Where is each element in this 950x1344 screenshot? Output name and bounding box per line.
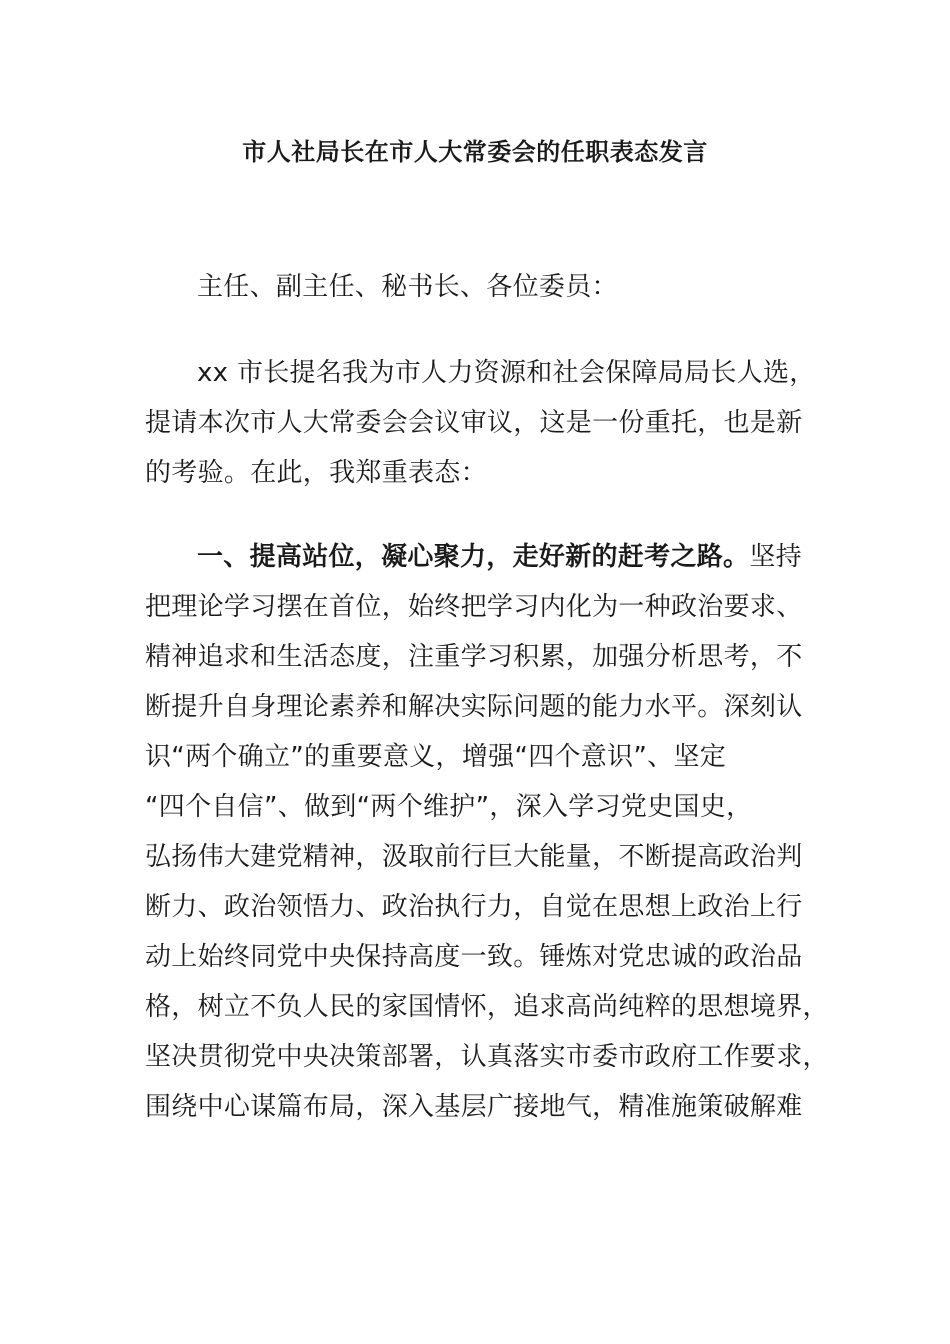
section-1-line: 格，树立不负人民的家国情怀，追求高尚纯粹的思想境界， [145, 992, 829, 1022]
section-1-line: “四个自信”、做到“两个维护”，深入学习党史国史， [145, 792, 753, 822]
section-1-line: 把理论学习摆在首位，始终把学习内化为一种政治要求、 [145, 592, 803, 622]
intro-line: xx 市长提名我为市人力资源和社会保障局局长人选， [197, 358, 816, 388]
section-1-first-line [145, 532, 810, 582]
intro-paragraph [145, 348, 816, 498]
section-1-line: 围绕中心谋篇布局，深入基层广接地气，精准施策破解难 [145, 1092, 803, 1122]
section-1-line: 精神追求和生活态度，注重学习积累，加强分析思考，不 [145, 642, 803, 672]
document-title: 市人社局长在市人大常委会的任职表态发言 [242, 138, 708, 166]
section-1-line: 弘扬伟大建党精神，汲取前行巨大能量，不断提高政治判 [145, 842, 803, 872]
section-1-heading: 一、提高站位，凝心聚力，走好新的赶考之路。 [197, 542, 750, 572]
salutation-text: 主任、副主任、秘书长、各位委员： [197, 272, 618, 302]
section-1-first-line-tail: 坚持 [749, 542, 802, 572]
section-1-line: 识“两个确立”的重要意义，增强“四个意识”、坚定 [145, 742, 727, 772]
intro-line: 提请本次市人大常委会会议审议，这是一份重托，也是新 [145, 408, 803, 438]
section-1-paragraph [145, 532, 829, 1132]
section-1-line: 断提升自身理论素养和解决实际问题的能力水平。深刻认 [145, 692, 803, 722]
intro-line: 的考验。在此，我郑重表态： [145, 458, 487, 488]
salutation-paragraph [145, 262, 810, 312]
section-1-line: 断力、政治领悟力、政治执行力，自觉在思想上政治上行 [145, 892, 803, 922]
section-1-line: 动上始终同党中央保持高度一致。锤炼对党忠诚的政治品 [145, 942, 803, 972]
section-1-line: 坚决贯彻党中央决策部署，认真落实市委市政府工作要求， [145, 1042, 829, 1072]
